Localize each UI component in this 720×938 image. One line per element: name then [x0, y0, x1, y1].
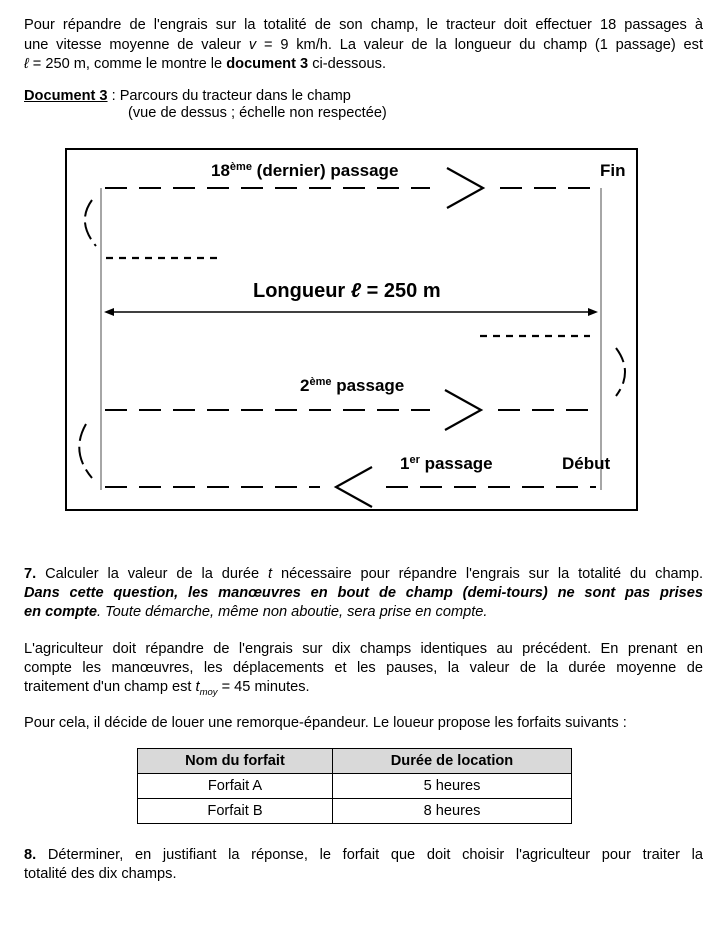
intro-line-3a: = 250 m, comme le montre le	[28, 56, 227, 72]
question-7-note-tail: . Toute démarche, même non aboutie, sera prise en compte.	[96, 604, 488, 620]
length-arrow-head-left	[104, 308, 114, 316]
table-cell-duration: 5 heures	[332, 774, 571, 799]
intro-line-2b: = 9 km/h. La valeur de la longueur du champ (1 passage) est	[256, 37, 703, 53]
last-pass-arrow	[447, 168, 483, 208]
table-header-row	[138, 749, 572, 774]
document-ref: document 3	[226, 56, 309, 72]
start-label: Début	[562, 454, 611, 473]
length-variable: ℓ	[24, 56, 29, 72]
rental-paragraph	[24, 714, 703, 734]
question-8-text: Déterminer, en justifiant la réponse, le forfait que doit choisir l'agriculteur pour traiter la	[36, 847, 703, 863]
lower-left-u-turn	[79, 424, 92, 478]
question-8-line-2	[24, 865, 703, 885]
question-7-text: Calculer la valeur de la durée	[36, 566, 269, 582]
field-border	[66, 149, 637, 510]
question-8-line-1	[24, 846, 703, 866]
question-7-text-2: nécessaire pour répandre l'engrais sur la totalité du champ.	[272, 566, 704, 582]
table-row	[138, 774, 572, 799]
rental-paragraph-text: Pour cela, il décide de louer une remorque-épandeur. Le loueur propose les forfaits suivants :	[24, 715, 627, 731]
rental-table	[137, 748, 572, 824]
intro-line-3b: ci-dessous.	[308, 56, 387, 72]
question-7-line-3	[24, 603, 703, 623]
fields-line-3b: = 45 minutes.	[217, 679, 310, 695]
end-label: Fin	[600, 161, 626, 180]
question-7-line-2	[24, 584, 703, 604]
table-row	[138, 799, 572, 824]
document-title: : Parcours du tracteur dans le champ	[107, 88, 351, 104]
question-7-number: 7.	[24, 566, 37, 582]
length-arrow-head-right	[588, 308, 598, 316]
question-8-number: 8.	[24, 847, 37, 863]
top-left-u-turn	[85, 200, 96, 246]
second-pass-label: 2ème passage	[300, 376, 405, 395]
last-pass-label: 18ème (dernier) passage	[211, 161, 399, 180]
document-subtitle: (vue de dessus ; échelle non respectée)	[128, 105, 387, 121]
question-8-text-2: totalité des dix champs.	[24, 866, 177, 882]
table-header-name: Nom du forfait	[138, 749, 333, 774]
fields-line-1-text: L'agriculteur doit répandre de l'engrais sur dix champs identiques au précédent. En prenant en	[24, 641, 703, 657]
table-cell-duration: 8 heures	[332, 799, 571, 824]
first-pass-label: 1er passage	[400, 454, 493, 473]
fields-line-2	[24, 659, 703, 679]
speed-variable: v	[248, 37, 257, 53]
tmoy-variable: t	[195, 679, 200, 695]
question-7-note-2: en compte	[24, 604, 97, 620]
table-cell-name: Forfait A	[138, 774, 333, 799]
intro-line-2a: une vitesse moyenne de valeur	[24, 37, 249, 53]
first-pass-arrow	[336, 467, 372, 507]
intro-line-1-text: Pour répandre de l'engrais sur la totalité de son champ, le tracteur doit effectuer 18 passages à	[24, 17, 703, 33]
fields-line-1	[24, 640, 703, 660]
tmoy-subscript: moy	[199, 686, 218, 698]
question-7-note: Dans cette question, les manœuvres en bout de champ (demi-tours) ne sont pas prises	[24, 585, 703, 601]
document-label: Document 3	[24, 88, 108, 104]
fields-line-2-text: compte les manœuvres, les déplacements et les pauses, la valeur de la durée moyenne de	[24, 660, 703, 676]
fields-line-3	[24, 678, 703, 702]
table-cell-name: Forfait B	[138, 799, 333, 824]
table-header-duration: Durée de location	[332, 749, 571, 774]
fields-line-3a: traitement d'un champ est	[24, 679, 196, 695]
right-u-turn	[616, 348, 625, 396]
duration-variable: t	[268, 566, 273, 582]
second-pass-arrow	[445, 390, 481, 430]
length-label: Longueur ℓ = 250 m	[253, 280, 441, 302]
question-7-line-1	[24, 565, 703, 585]
